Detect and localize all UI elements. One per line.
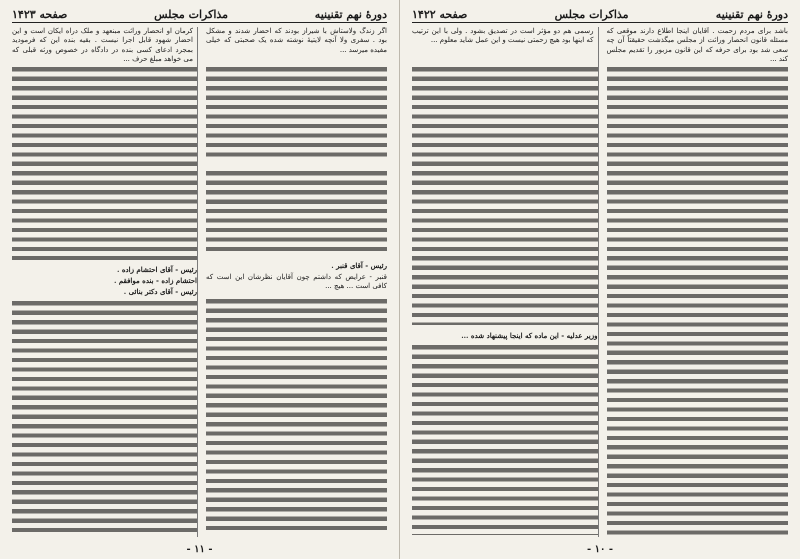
text-column-right [607,27,789,537]
page-number-label: صفحه ۱۴۲۲ [412,7,468,21]
speaker-line: رئیس - آقای قنبر . [331,261,387,270]
body-text-lines [206,297,387,535]
body-text-lines [206,65,387,160]
page-footer: - ۱۱ - [186,544,213,555]
text-columns [412,27,788,537]
text-column-right [206,27,387,537]
page-number-label: صفحه ۱۴۲۳ [12,7,68,21]
session-label: دورهٔ نهم تقنینیه [314,7,387,21]
speaker-line: رئیس - آقای احتشام زاده . [116,265,197,274]
speaker-line: وزیر عدلیه - این ماده که اینجا پیشنهاد شده ... [461,331,598,340]
text-column-left [12,27,198,537]
speaker-line: رئیس - آقای دکتر بنائی . [123,287,197,296]
paragraph: اگر زندگ ولاستاش با شیراز بودند که احضار شدند و مشکل بود . سفری ولا آنچه لایتیهٔ نوشته شده یک صحبتی که خیلی مفیده میرسد ... [206,27,387,54]
paragraph: باشد برای مردم زحمت . آقایان اینجا اطلاع دارند موقعی که مسئله قانون انحصار وراثت از مجلس میگذشت حقیقتاً آن چه سعی شد بود برای حرفه که این قانون مزبور را تقدیم مجلس کند ... [606,27,788,64]
publication-title: مذاکرات مجلس [554,7,629,21]
body-text-lines [412,65,598,325]
body-text-lines [607,65,789,535]
body-text-lines [12,65,197,260]
right-page [400,0,800,559]
session-label: دورهٔ نهم تقنینیه [715,7,788,21]
page-header [412,6,788,23]
body-text-lines [206,169,387,254]
publication-title: مذاکرات مجلس [154,7,229,21]
text-column-left [412,27,599,537]
page-footer: - ۱۰ - [586,544,614,555]
text-columns [12,27,387,537]
paragraph: کرمان او انحصار وراثت مبنعهد و ملک دراه ایکان است و این احضار شهود قابل اجرا نیست . بقیه بنده این که فرمودید بمجرد ادعای کسی بنده در دادگاه در خصوص ورثه قبلی که می خواهد مبلغ حرف ... [12,27,193,64]
paragraph: قنبر - عرایض که داشتم چون آقایان نظرشان این است که کافی است ... هیچ ... [206,273,387,291]
body-text-lines [12,299,197,535]
paragraph: رسمی هم دو مؤثر است در تصدیق بشود . ولی با این ترتیب که اینها بود هیچ زحمتی نیست و این عمل شاید معلوم ... [412,27,594,45]
speaker-line: احتشام زاده - بنده موافقم . [114,276,197,285]
body-text-lines [412,343,598,535]
page-header [12,6,387,23]
